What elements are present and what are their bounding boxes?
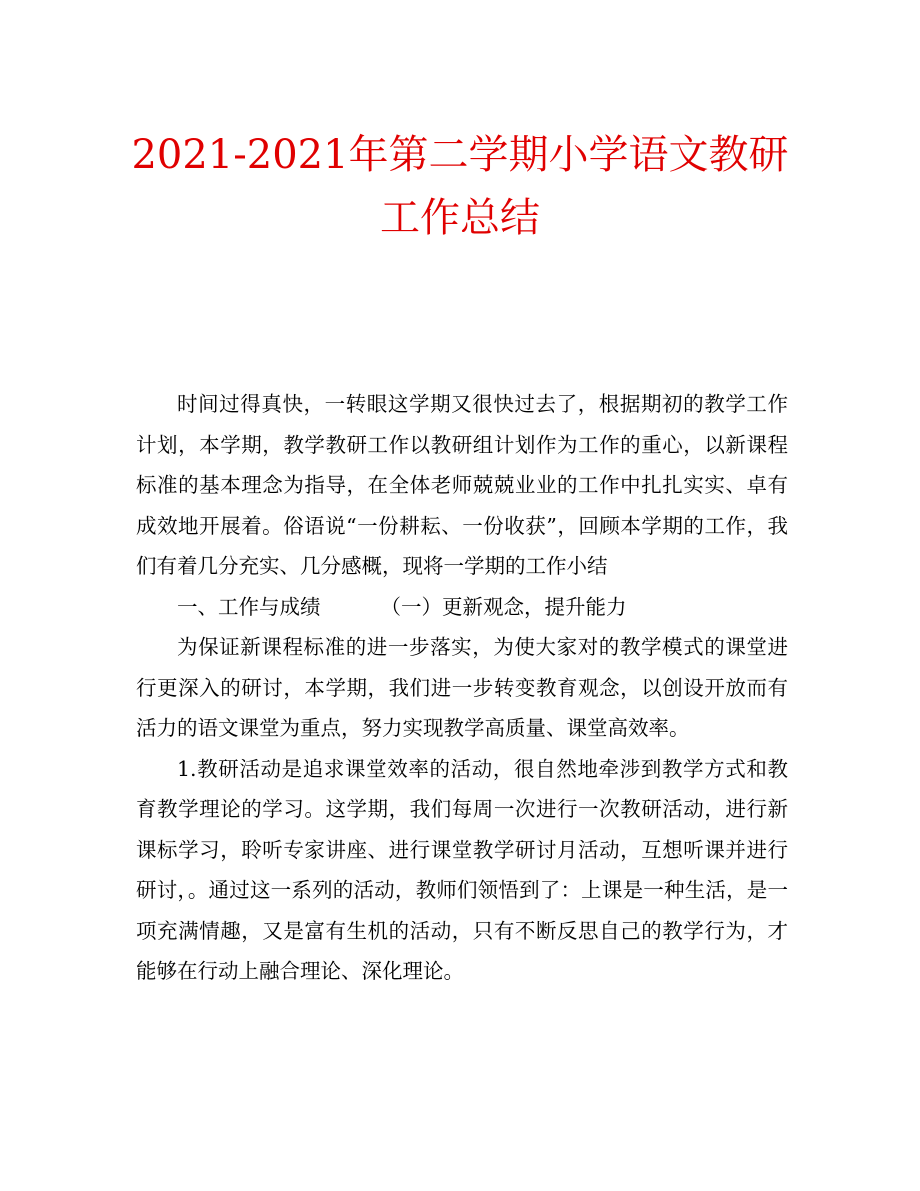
document-title-line-1: 2021-2021年第二学期小学语文教研 bbox=[131, 132, 789, 178]
subsection-heading: （一）更新观念，提升能力 bbox=[380, 594, 627, 619]
paragraph-update-concepts: 为保证新课程标准的进一步落实，为使大家对的教学模式的课堂进行更深入的研讨，本学期，我们进一步转变教育观念，以创设开放而有活力的语文课堂为重点，努力实现教学高质量、课堂高效率。 bbox=[136, 635, 788, 740]
section-heading: 一、工作与成绩 bbox=[177, 594, 321, 619]
document-body bbox=[136, 384, 788, 992]
paragraph-intro: 时间过得真快，一转眼这学期又很快过去了，根据期初的教学工作计划，本学期，教学教研工作以教研组计划作为工作的重心，以新课程标准的基本理念为指导，在全体老师兢兢业业的工作中扎扎实实、卓有成效地开展着。俗语说“一份耕耘、一份收获”，回顾本学期的工作，我们有着几分充实、几分感概，现将一学期的工作小结 bbox=[136, 392, 788, 578]
section-heading-line bbox=[136, 587, 788, 628]
paragraph-research-activities: 1.教研活动是追求课堂效率的活动，很自然地牵涉到教学方式和教育教学理论的学习。这学期，我们每周一次进行一次教研活动，进行新课标学习，聆听专家讲座、进行课堂教学研讨月活动，互想听课并进行研讨，。通过这一系列的活动，教师们领悟到了：上课是一种生活，是一项充满情趣，又是富有生机的活动，只有不断反思自己的教学行为，才能够在行动上融合理论、深化理论。 bbox=[136, 756, 788, 983]
document-title-line-2: 工作总结 bbox=[380, 195, 540, 241]
